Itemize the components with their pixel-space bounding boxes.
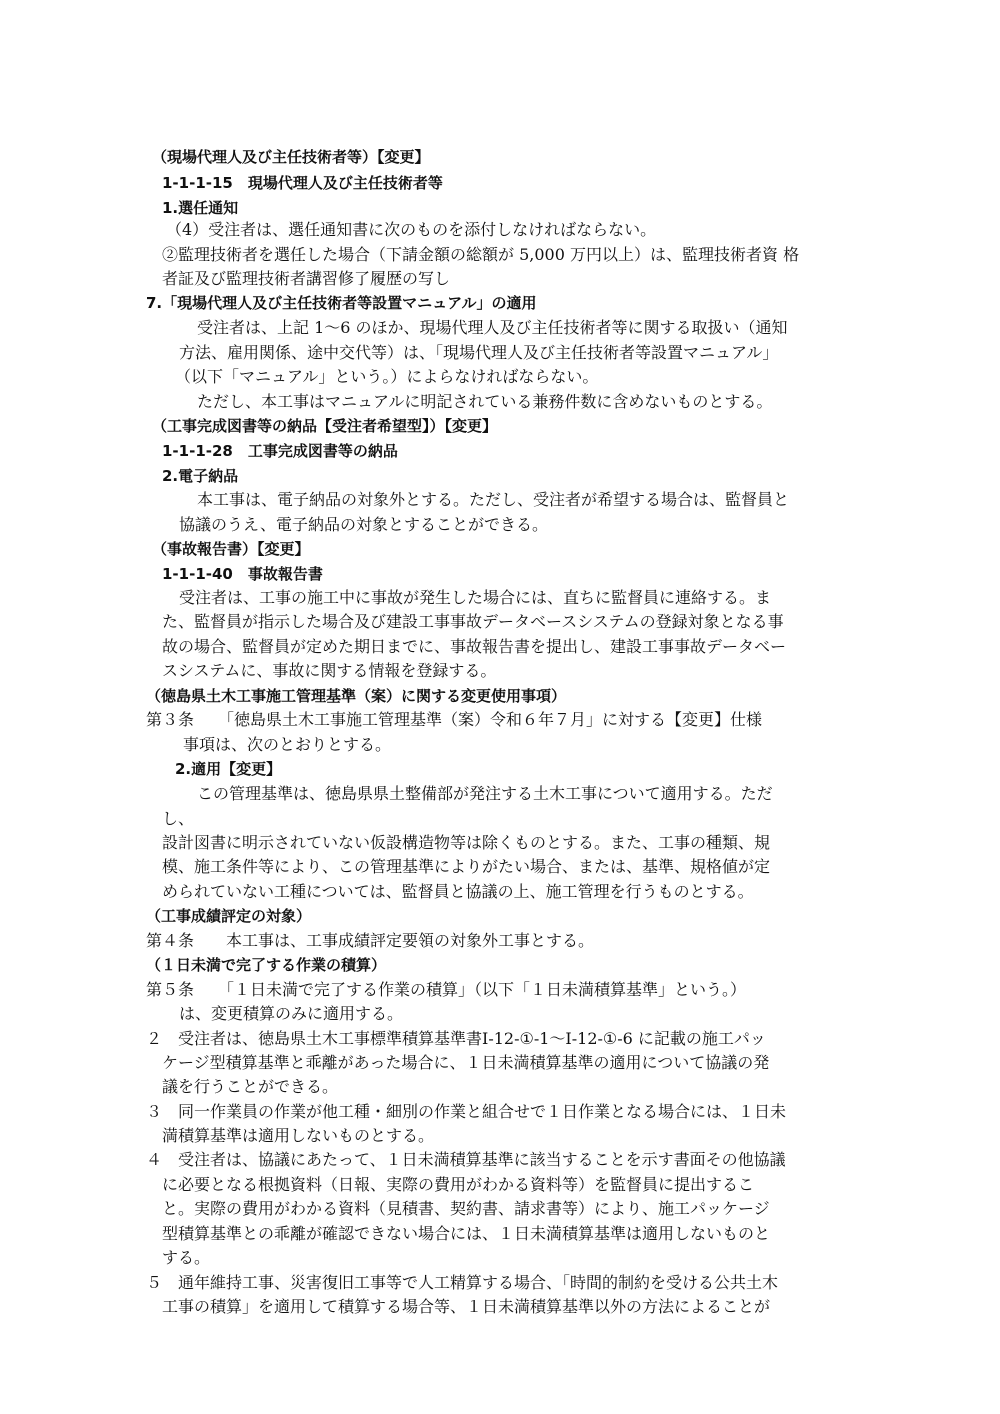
- clause-heading: 1-1-1-28 工事完成図書等の納品: [162, 442, 398, 460]
- body-text: 受注者は、上記 1〜6 のほか、現場代理人及び主任技術者等に関する取扱い（通知: [197, 318, 788, 337]
- body-text: 工事の積算」を適用して積算する場合等、１日未満積算基準以外の方法によることが: [162, 1297, 771, 1316]
- body-text: 故の場合、監督員が定めた期日までに、事故報告書を提出し、建設工事事故データベー: [162, 637, 787, 656]
- body-text: められていない工種については、監督員と協議の上、施工管理を行うものとする。: [162, 882, 754, 901]
- clause-heading: 1-1-1-15 現場代理人及び主任技術者等: [162, 174, 443, 192]
- article-text: 第５条 「１日未満で完了する作業の積算」（以下「１日未満積算基準」という。）: [146, 980, 747, 999]
- body-text: に必要となる根拠資料（日報、実際の費用がわかる資料等）を監督員に提出するこ: [162, 1175, 755, 1194]
- body-text: 本工事は、電子納品の対象外とする。ただし、受注者が希望する場合は、監督員と: [197, 490, 790, 509]
- body-text: スシステムに、事故に関する情報を登録する。: [162, 661, 497, 680]
- body-text: する。: [162, 1248, 211, 1267]
- section-heading: （１日未満で完了する作業の積算）: [146, 956, 387, 974]
- body-text: し、: [162, 809, 195, 828]
- article-text: 第４条 本工事は、工事成績評定要領の対象外工事とする。: [146, 931, 595, 950]
- body-text: 事項は、次のとおりとする。: [183, 735, 392, 754]
- body-text: 満積算基準は適用しないものとする。: [162, 1126, 435, 1145]
- body-text: 型積算基準との乖離が確認できない場合には、１日未満積算基準は適用しないものと: [162, 1224, 771, 1243]
- body-text: 模、施工条件等により、この管理基準によりがたい場合、または、基準、規格値が定: [162, 857, 771, 876]
- subclause-heading: 1.選任通知: [162, 199, 239, 217]
- body-text: 設計図書に明示されていない仮設構造物等は除くものとする。また、工事の種類、規: [162, 833, 771, 852]
- numbered-item: ３ 同一作業員の作業が他工種・細別の作業と組合せで１日作業となる場合には、１日未: [146, 1102, 787, 1121]
- section-heading: （工事成績評定の対象）: [146, 907, 312, 925]
- body-text: 議を行うことができる。: [162, 1077, 339, 1096]
- subclause-heading: 2.適用【変更】: [175, 760, 282, 778]
- body-text: 者証及び監理技術者講習修了履歴の写し: [162, 269, 451, 288]
- numbered-item: ４ 受注者は、協議にあたって、１日未満積算基準に該当することを示す書面その他協議: [146, 1150, 786, 1169]
- body-text: は、変更積算のみに適用する。: [179, 1004, 404, 1023]
- clause-heading: 1-1-1-40 事故報告書: [162, 565, 323, 583]
- numbered-item: ２ 受注者は、徳島県土木工事標準積算基準書Ⅰ-12-①-1～Ⅰ-12-①-6 に記載の施工パッ: [146, 1029, 766, 1048]
- body-text: （以下「マニュアル」という。）によらなければならない。: [175, 367, 599, 386]
- body-text: ただし、本工事はマニュアルに明記されている兼務件数に含めないものとする。: [197, 392, 773, 411]
- body-text: ②監理技術者を選任した場合（下請金額の総額が 5,000 万円以上）は、監理技術者資 格: [162, 245, 800, 264]
- section-heading: （事故報告書）【変更】: [152, 540, 310, 558]
- section-heading: （現場代理人及び主任技術者等）【変更】: [152, 148, 430, 166]
- body-text: と。実際の費用がわかる資料（見積書、契約書、請求書等）により、施工パッケージ: [162, 1199, 770, 1218]
- subclause-heading: 2.電子納品: [162, 467, 239, 485]
- body-text: 受注者は、工事の施工中に事故が発生した場合には、直ちに監督員に連絡する。ま: [179, 588, 772, 607]
- section-heading: （工事完成図書等の納品【受注者希望型】）【変更】: [152, 417, 498, 435]
- body-text: （4）受注者は、選任通知書に次のものを添付しなければならない。: [166, 220, 657, 239]
- body-text: ケージ型積算基準と乖離があった場合に、１日未満積算基準の適用について協議の発: [162, 1053, 770, 1072]
- body-text: 方法、雇用関係、途中交代等）は、「現場代理人及び主任技術者等設置マニュアル」: [179, 343, 779, 362]
- article-text: 第３条 「徳島県土木工事施工管理基準（案）令和６年７月」に対する【変更】仕様: [146, 710, 763, 729]
- numbered-item: ５ 通年維持工事、災害復旧工事等で人工精算する場合、「時間的制約を受ける公共土木: [146, 1273, 779, 1292]
- section-heading: （徳島県土木工事施工管理基準（案）に関する変更使用事項）: [146, 687, 567, 705]
- body-text: た、監督員が指示した場合及び建設工事事故データベースシステムの登録対象となる事: [162, 612, 784, 631]
- body-text: 協議のうえ、電子納品の対象とすることができる。: [179, 515, 548, 534]
- subclause-heading: 7.「現場代理人及び主任技術者等設置マニュアル」の適用: [146, 294, 537, 312]
- body-text: この管理基準は、徳島県県土整備部が発注する土木工事について適用する。ただ: [197, 784, 773, 803]
